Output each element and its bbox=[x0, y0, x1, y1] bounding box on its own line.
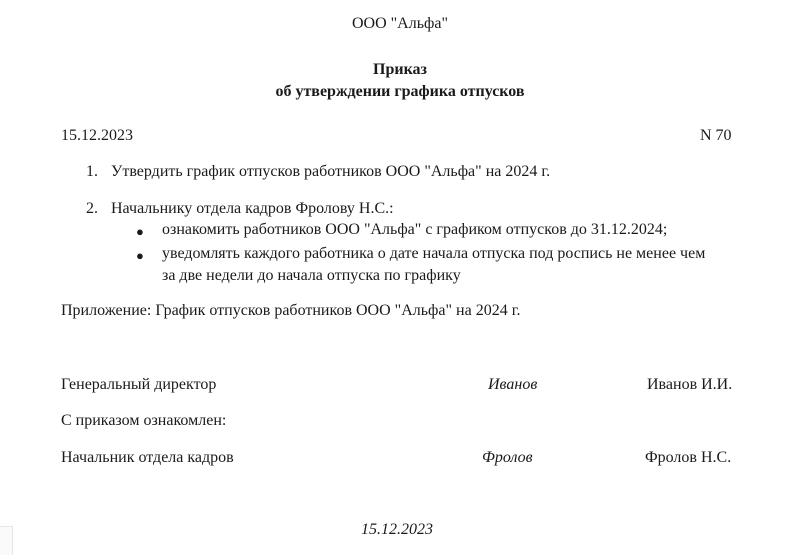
acknowledgement-date: 15.12.2023 bbox=[361, 521, 433, 538]
appendix-line: Приложение: График отпусков работников ООО "Альфа" на 2024 г. bbox=[61, 302, 521, 319]
signature-handwritten: Фролов bbox=[482, 449, 533, 466]
order-number: N 70 bbox=[700, 127, 732, 144]
bullet-icon: ● bbox=[136, 248, 144, 263]
item-text: Утвердить график отпусков работников ООО "Альфа" на 2024 г. bbox=[111, 163, 551, 180]
bullet-text-continuation: за две недели до начала отпуска по графику bbox=[162, 267, 461, 284]
bullet-text: ознакомить работников ООО "Альфа" с графиком отпусков до 31.12.2024; bbox=[162, 221, 668, 238]
signer-name: Фролов Н.С. bbox=[645, 449, 732, 466]
item-number: 1. bbox=[86, 163, 98, 180]
order-date: 15.12.2023 bbox=[61, 127, 133, 144]
acquainted-label: С приказом ознакомлен: bbox=[61, 412, 227, 429]
signer-position: Начальник отдела кадров bbox=[61, 449, 234, 466]
bullet-icon: ● bbox=[136, 224, 144, 239]
item-text: Начальнику отдела кадров Фролову Н.С.: bbox=[111, 200, 394, 217]
signer-name: Иванов И.И. bbox=[647, 376, 733, 393]
signature-handwritten: Иванов bbox=[488, 376, 538, 393]
document-title: Приказ bbox=[373, 61, 427, 78]
document-subtitle: об утверждении графика отпусков bbox=[275, 83, 525, 100]
page-edge-divider bbox=[0, 526, 13, 555]
company-name: ООО "Альфа" bbox=[351, 15, 449, 32]
item-number: 2. bbox=[86, 200, 98, 217]
bullet-text: уведомлять каждого работника о дате начала отпуска под роспись не менее чем bbox=[162, 245, 706, 262]
signer-position: Генеральный директор bbox=[61, 376, 217, 393]
